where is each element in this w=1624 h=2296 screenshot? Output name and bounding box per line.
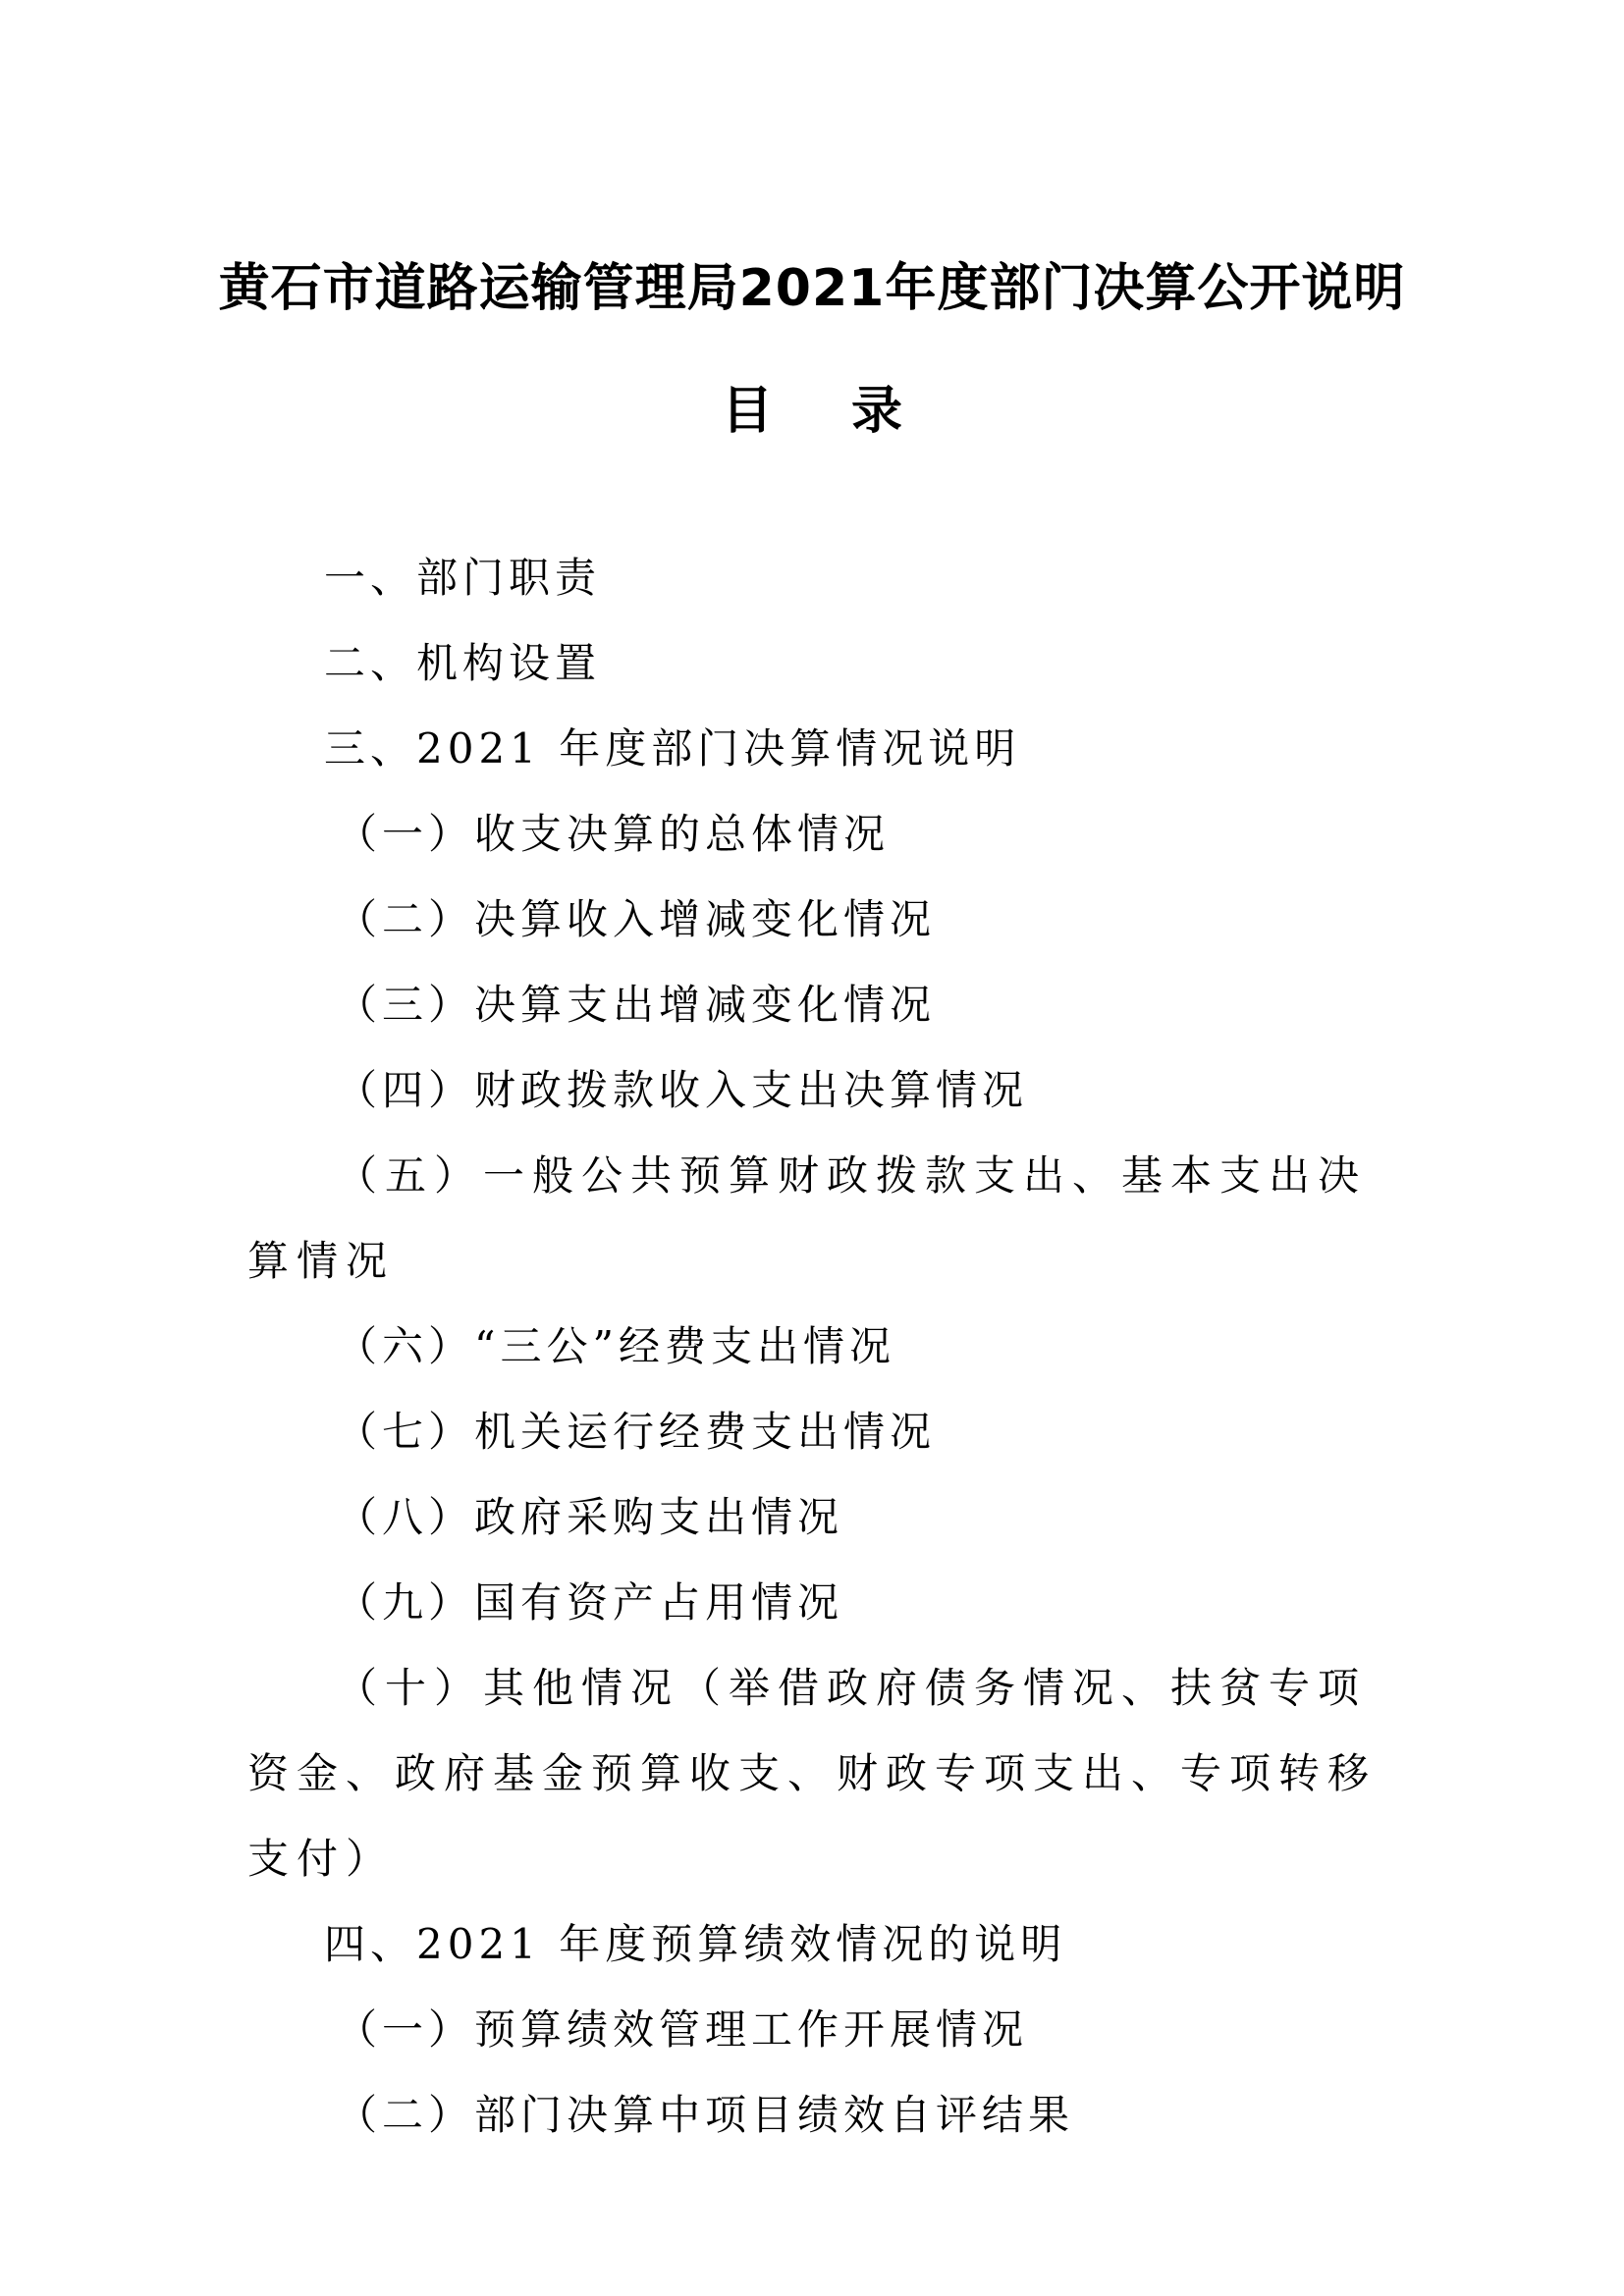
toc-heading: [0, 376, 1624, 447]
toc-item-general-public-budget: （五）一般公共预算财政拨款支出、基本支出决算情况: [247, 1151, 1368, 1285]
toc-item-final-accounts-explanation: 三、2021 年度部门决算情况说明: [324, 724, 1021, 773]
table-of-contents: [247, 535, 1381, 2158]
toc-item-operating-expenses: （七）机关运行经费支出情况: [336, 1408, 937, 1456]
toc-item-three-public-expenses: （六）“三公”经费支出情况: [336, 1322, 895, 1370]
toc-item-government-procurement: （八）政府采购支出情况: [336, 1493, 844, 1541]
toc-item-fiscal-appropriation: （四）财政拨款收入支出决算情况: [336, 1066, 1029, 1114]
toc-heading-right: 录: [851, 382, 903, 441]
toc-item-department-duties: 一、部门职责: [324, 554, 602, 602]
toc-item-overall-revenue-expenditure: （一）收支决算的总体情况: [336, 810, 891, 858]
toc-heading-left: 目: [721, 382, 773, 441]
toc-item-expenditure-changes: （三）决算支出增减变化情况: [336, 981, 937, 1029]
document-title: 黄石市道路运输管理局2021年度部门决算公开说明: [218, 259, 1406, 318]
toc-item-state-assets: （九）国有资产占用情况: [336, 1578, 844, 1627]
toc-item-organization-setup: 二、机构设置: [324, 639, 602, 687]
toc-item-project-self-evaluation: （二）部门决算中项目绩效自评结果: [336, 2091, 1075, 2139]
toc-item-performance-management: （一）预算绩效管理工作开展情况: [336, 2005, 1029, 2054]
toc-item-other-situations: （十）其他情况（举借政府债务情况、扶贫专项资金、政府基金预算收支、财政专项支出、专项转移支付）: [247, 1664, 1378, 1883]
toc-item-performance-explanation: 四、2021 年度预算绩效情况的说明: [324, 1920, 1067, 1968]
toc-item-revenue-changes: （二）决算收入增减变化情况: [336, 895, 937, 943]
